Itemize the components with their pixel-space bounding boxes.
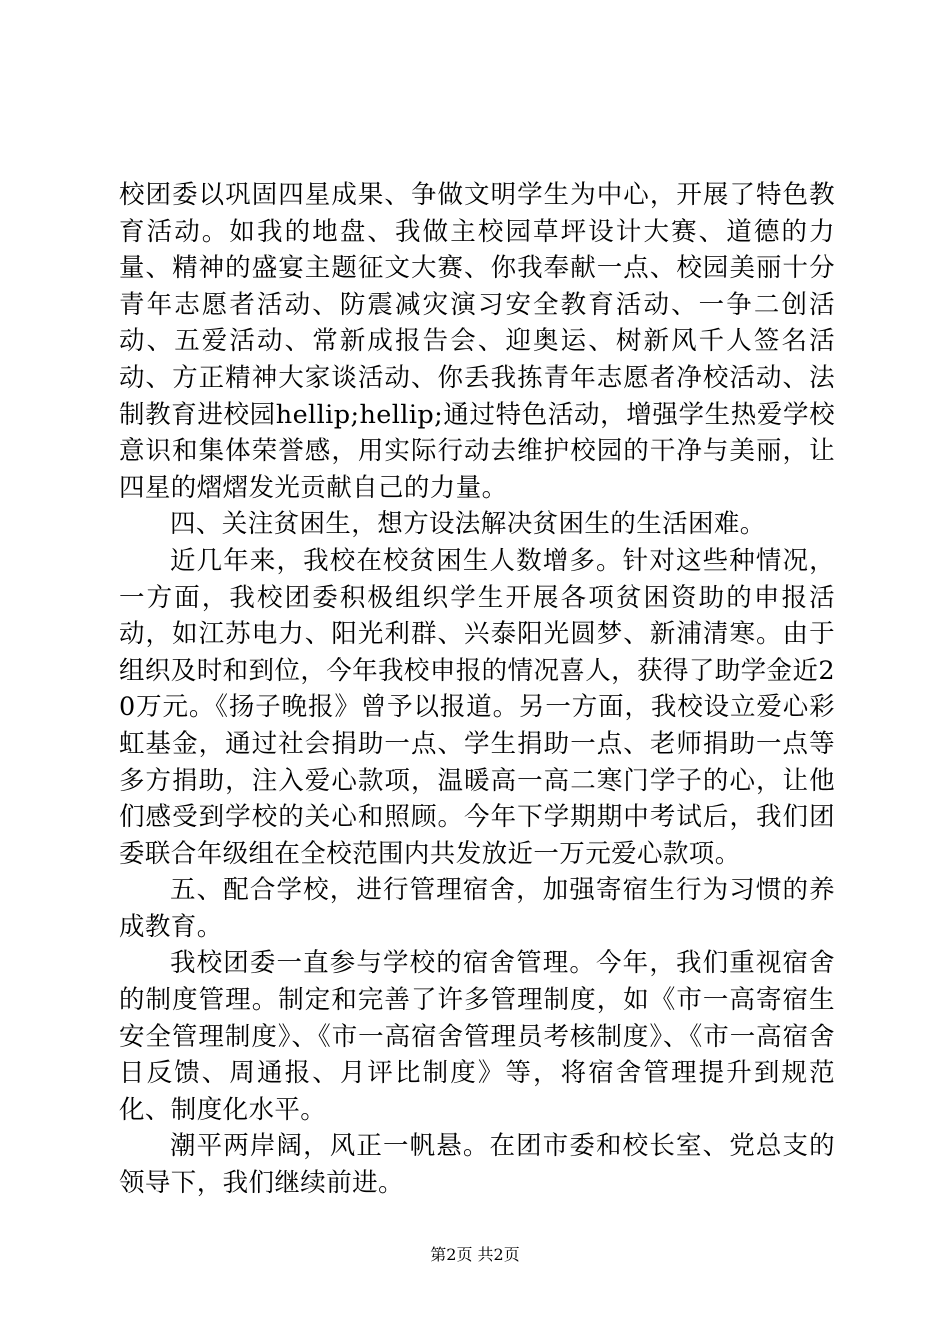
section-heading-poor-students: 四、关注贫困生，想方设法解决贫困生的生活困难。 bbox=[170, 509, 766, 540]
section-heading-dormitory: 五、配合学校，进行管理宿舍，加强寄宿生行为习惯的养成教育。 bbox=[119, 875, 835, 942]
document-body bbox=[119, 177, 835, 1202]
paragraph-special-activities: 校团委以巩固四星成果、争做文明学生为中心，开展了特色教育活动。如我的地盘、我做主校园草坪设计大赛、道德的力量、精神的盛宴主题征文大赛、你我奉献一点、校园美丽十分青年志愿者活动、防震减灾演习安全教育活动、一争二创活动、五爱活动、常新成报告会、迎奥运、树新风千人签名活动、方正精神大家谈活动、你丢我拣青年志愿者净校活动、法制教育进校园hellip;hellip;通过特色活动，增强学生热爱学校意识和集体荣誉感，用实际行动去维护校园的干净与美丽，让四星的熠熠发光贡献自己的力量。 bbox=[119, 180, 835, 503]
page-number-footer: 第2页 共2页 bbox=[430, 1245, 520, 1264]
paragraph-conclusion: 潮平两岸阔，风正一帆悬。在团市委和校长室、党总支的领导下，我们继续前进。 bbox=[119, 1131, 835, 1199]
paragraph-poor-students: 近几年来，我校在校贫困生人数增多。针对这些种情况，一方面，我校团委积极组织学生开展各项贫困资助的申报活动，如江苏电力、阳光利群、兴泰阳光圆梦、新浦清寒。由于组织及时和到位，今年我校申报的情况喜人，获得了助学金近20万元。《扬子晚报》曾予以报道。另一方面，我校设立爱心彩虹基金，通过社会捐助一点、学生捐助一点、老师捐助一点等多方捐助，注入爱心款项，温暖高一高二寒门学子的心，让他们感受到学校的关心和照顾。今年下学期期中考试后，我们团委联合年级组在全校范围内共发放近一万元爱心款项。 bbox=[119, 545, 835, 869]
paragraph-dormitory: 我校团委一直参与学校的宿舍管理。今年，我们重视宿舍的制度管理。制定和完善了许多管理制度，如《市一高寄宿生安全管理制度》、《市一高宿舍管理员考核制度》、《市一高宿舍日反馈、周通报、月评比制度》等，将宿舍管理提升到规范化、制度化水平。 bbox=[119, 948, 835, 1125]
